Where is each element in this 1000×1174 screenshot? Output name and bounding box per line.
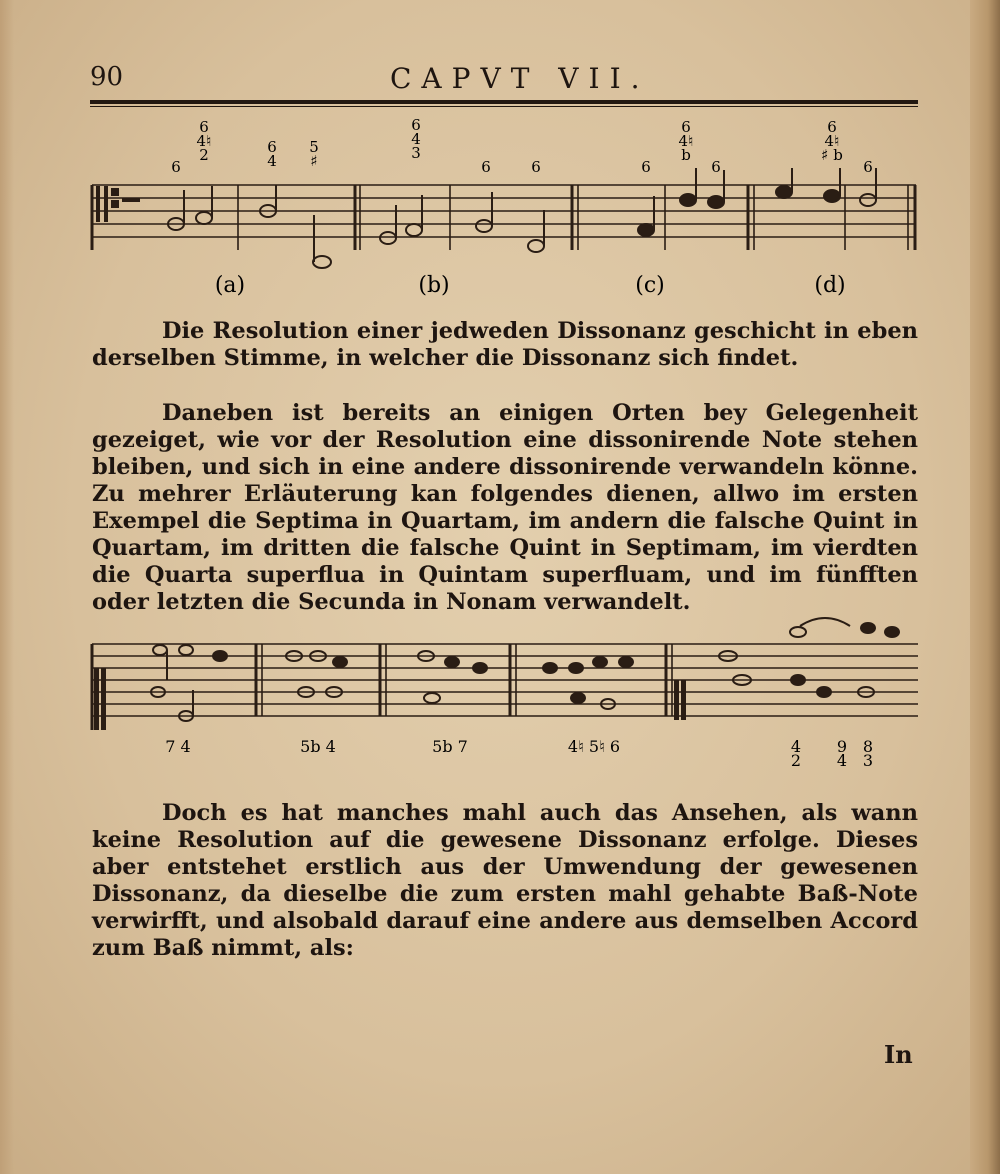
- figure: 6 4♮ b: [678, 118, 694, 164]
- catchword: In: [884, 1040, 913, 1069]
- figure: 6 4: [267, 138, 277, 170]
- example-label-d: (d): [814, 273, 846, 298]
- notes-2: [151, 618, 899, 721]
- figure: 5b 7: [432, 737, 468, 756]
- paragraph-1-text: Die Resolution einer jedweden Dissonanz geschicht in eben derselben Stimme, in welcher die Dissonanz sich findet.: [92, 318, 918, 371]
- example-label-c: (c): [635, 273, 665, 298]
- figure: 6: [711, 158, 721, 176]
- figure: 4 2: [790, 737, 802, 770]
- figure: 5 ♯: [309, 138, 319, 170]
- figure: 6 4♮ ♯ b: [821, 118, 843, 164]
- figure: 4♮ 5♮ 6: [567, 737, 621, 756]
- figure: 8 3: [862, 737, 874, 770]
- paragraph-3: [92, 800, 918, 962]
- chapter-title: CAPVT VII.: [390, 62, 650, 95]
- figure: 6 4 3: [411, 116, 421, 162]
- figure: 6 4♮ 2: [196, 118, 212, 164]
- figures-2: [165, 737, 873, 770]
- figure: 6: [863, 158, 873, 176]
- figure: 6: [531, 158, 541, 176]
- page-number: 90: [90, 62, 124, 92]
- example-label-a: (a): [214, 273, 246, 298]
- figure: 6: [171, 158, 181, 176]
- figure: 6: [481, 158, 491, 176]
- figure: 5b 4: [300, 737, 336, 756]
- figure: 7 4: [165, 737, 191, 756]
- example-label-b: (b): [418, 273, 450, 298]
- figure: 9 4: [836, 737, 848, 770]
- figure: 6: [641, 158, 651, 176]
- paragraph-3-text: Doch es hat manches mahl auch das Ansehen, als wann keine Resolution auf die gewesene Dissonanz erfolge. Dieses aber entstehet erstlich aus der Umwendung der gewesenen Dissonanz, da dieselbe die zum ersten mahl gehabte Baß-Note verwirfft, und alsobald darauf eine andere aus demselben Accord zum Baß nimmt, als:: [92, 800, 918, 961]
- paragraph-2-text: Daneben ist bereits an einigen Orten bey Gelegenheit gezeiget, wie vor der Resolution eine dissonirende Note stehen bleiben, und sich in eine andere dissonirende verwandeln könne. Zu mehrer Erläuterung kan folgendes dienen, allwo im ersten Exempel die Septima in Quartam, im andern die falsche Quint in Quartam, im dritten die falsche Quint in Septimam, im vierdten die Quarta superflua in Quintam superfluam, und im fünfften oder letzten die Secunda in Nonam verwandelt.: [92, 400, 918, 615]
